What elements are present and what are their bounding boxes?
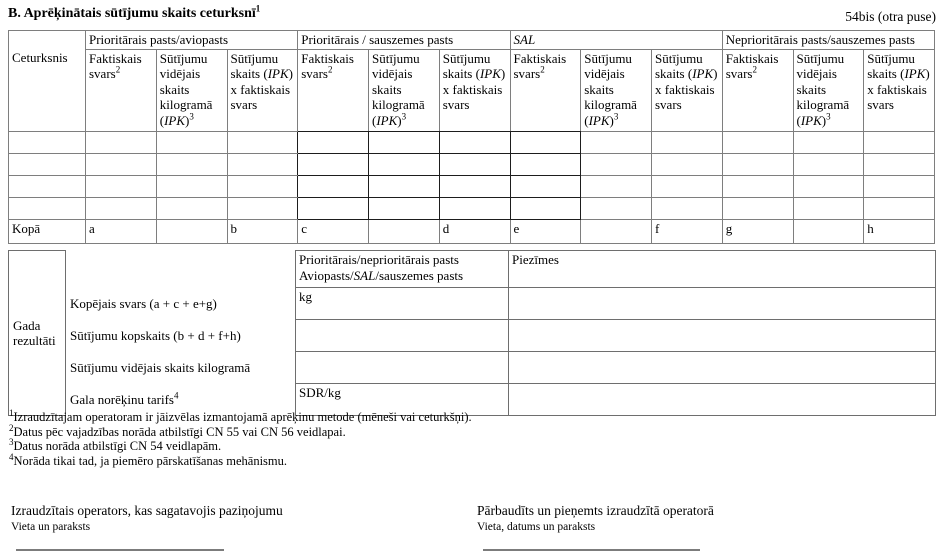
total-row-label: Kopā [9,219,86,243]
signature-line [483,549,700,551]
table-cell [156,131,227,153]
notes-cell [509,288,936,320]
total-cell-d: d [439,219,510,243]
table-cell [793,153,864,175]
table-cell [156,219,227,243]
table-cell [864,197,935,219]
column-header-count: Sūtījumu skaits (IPK) x faktiskais svars [864,49,935,131]
row-label-final-rate: Gala norēķinu tarifs$^4$ [66,384,296,416]
total-cell-e: e [510,219,581,243]
table-cell [510,175,581,197]
column-header-ipk: Sūtījumu vidējais skaits kilogramā (IPK)$^3$ [793,49,864,131]
table-cell [864,175,935,197]
footnote-2: $^2$Datus pēc vajadzības norāda atbilstīgi CN 55 vai CN 56 veidlapai. [9,422,346,439]
column-header-ipk: Sūtījumu vidējais skaits kilogramā (IPK)$^3$ [369,49,440,131]
signature-subtitle: Vieta un paraksts [11,521,91,533]
table-cell [227,175,298,197]
notes-cell [509,384,936,416]
table-cell [652,197,723,219]
quarter-row [9,131,935,153]
footnote-4: $^4$Norāda tikai tad, ja piemēro pārskatīšanas mehānismu. [9,451,288,468]
value-cell-kg: kg [296,288,509,320]
table-cell [581,219,652,243]
table-cell [722,175,793,197]
column-header-ipk: Sūtījumu vidējais skaits kilogramā (IPK)$^3$ [156,49,227,131]
table-cell [581,175,652,197]
column-header-notes: Piezīmes [509,251,936,288]
result-row-average-per-kg [9,352,936,384]
subheader-row [9,49,935,131]
signature-title: Izraudzītais operators, kas sagatavojis paziņojumu [11,503,283,518]
table-cell [9,131,86,153]
total-cell-f: f [652,219,723,243]
row-group-annual-results: Gada rezultāti [9,251,66,416]
title-footnote-ref: 1 [255,3,261,14]
table-cell [369,153,440,175]
table-cell [369,175,440,197]
row-label-total-count: Sūtījumu kopskaits (b + d + f+h) [66,320,296,352]
table-cell [864,153,935,175]
table-cell [86,153,157,175]
table-cell [227,197,298,219]
form-number: 54bis (otra puse) [845,9,936,24]
table-cell [439,197,510,219]
table-cell [86,175,157,197]
results-header-row [9,251,936,288]
table-cell [9,197,86,219]
column-header-actual-weight: Faktiskais svars$^2$ [510,49,581,131]
table-cell [298,153,369,175]
group-header-row [9,31,935,50]
table-cell [156,153,227,175]
total-row [9,219,935,243]
table-cell [439,175,510,197]
table-cell [510,153,581,175]
total-cell-b: b [227,219,298,243]
total-cell-g: g [722,219,793,243]
table-cell [298,175,369,197]
table-cell [9,153,86,175]
row-label-average-per-kg: Sūtījumu vidējais skaits kilogramā [66,352,296,384]
signature-title: Pārbaudīts un pieņemts izraudzītā operatorā [477,503,714,518]
table-cell [581,131,652,153]
table-cell [439,153,510,175]
column-header-count: Sūtījumu skaits (IPK) x faktiskais svars [652,49,723,131]
table-cell [227,131,298,153]
signature-line [16,549,224,551]
footnotes [9,407,472,468]
column-header-actual-weight: Faktiskais svars$^2$ [86,49,157,131]
table-cell [9,175,86,197]
column-header-count: Sūtījumu skaits (IPK) x faktiskais svars [439,49,510,131]
table-cell [793,219,864,243]
table-cell [510,131,581,153]
table-cell [722,197,793,219]
total-cell-h: h [864,219,935,243]
table-cell [581,153,652,175]
table-cell [298,197,369,219]
table-cell [227,153,298,175]
annual-results-table [8,250,936,416]
column-header-mail-types: Prioritārais/neprioritārais pasts Aviopasts/SAL/sauszemes pasts [296,251,509,288]
quarter-row [9,175,935,197]
table-cell [86,131,157,153]
table-cell [652,153,723,175]
table-cell [369,197,440,219]
table-cell [156,175,227,197]
table-cell [722,131,793,153]
column-header-count: Sūtījumu skaits (IPK) x faktiskais svars [227,49,298,131]
signature-block-verifier [477,503,714,533]
table-cell [66,251,296,288]
table-cell [793,175,864,197]
column-header-actual-weight: Faktiskais svars$^2$ [722,49,793,131]
group-header-priority-air: Prioritārais pasts/aviopasts [86,31,298,50]
notes-cell [509,320,936,352]
table-cell [369,219,440,243]
table-cell [439,131,510,153]
table-cell [581,197,652,219]
value-cell-sdr-kg: SDR/kg [296,384,509,416]
result-row-total-weight [9,288,936,320]
table-cell [722,153,793,175]
quarterly-shipments-table [8,30,935,244]
table-cell [864,131,935,153]
group-header-nonpriority-surface: Neprioritārais pasts/sauszemes pasts [722,31,934,50]
table-cell [156,197,227,219]
table-cell [793,197,864,219]
table-cell [652,175,723,197]
column-header-quarter: Ceturksnis [9,31,86,132]
table-cell [510,197,581,219]
column-header-actual-weight: Faktiskais svars$^2$ [298,49,369,131]
table-cell [793,131,864,153]
row-label-total-weight: Kopējais svars (a + c + e+g) [66,288,296,320]
value-cell [296,320,509,352]
signature-subtitle: Vieta, datums un paraksts [477,521,596,533]
notes-cell [509,352,936,384]
quarter-row [9,153,935,175]
table-cell [86,197,157,219]
table-cell [652,131,723,153]
column-header-ipk: Sūtījumu vidējais skaits kilogramā (IPK)$^3$ [581,49,652,131]
group-header-priority-surface: Prioritārais / sauszemes pasts [298,31,510,50]
footnote-3: $^3$Datus norāda atbilstīgi CN 54 veidlapām. [9,437,222,454]
quarter-row [9,197,935,219]
signature-block-operator [11,503,283,533]
value-cell [296,352,509,384]
result-row-total-count [9,320,936,352]
footnote-1: $^1$Izraudzītajam operatoram ir jāizvēlas izmantojamā aprēķinu metode (mēneši vai ceturkšņi). [9,407,472,424]
page-title: B. Aprēķinātais sūtījumu skaits ceturksnī$^1$ [8,3,261,21]
table-cell [298,131,369,153]
group-header-sal: SAL [510,31,722,50]
table-cell [369,131,440,153]
total-cell-c: c [298,219,369,243]
total-cell-a: a [86,219,157,243]
